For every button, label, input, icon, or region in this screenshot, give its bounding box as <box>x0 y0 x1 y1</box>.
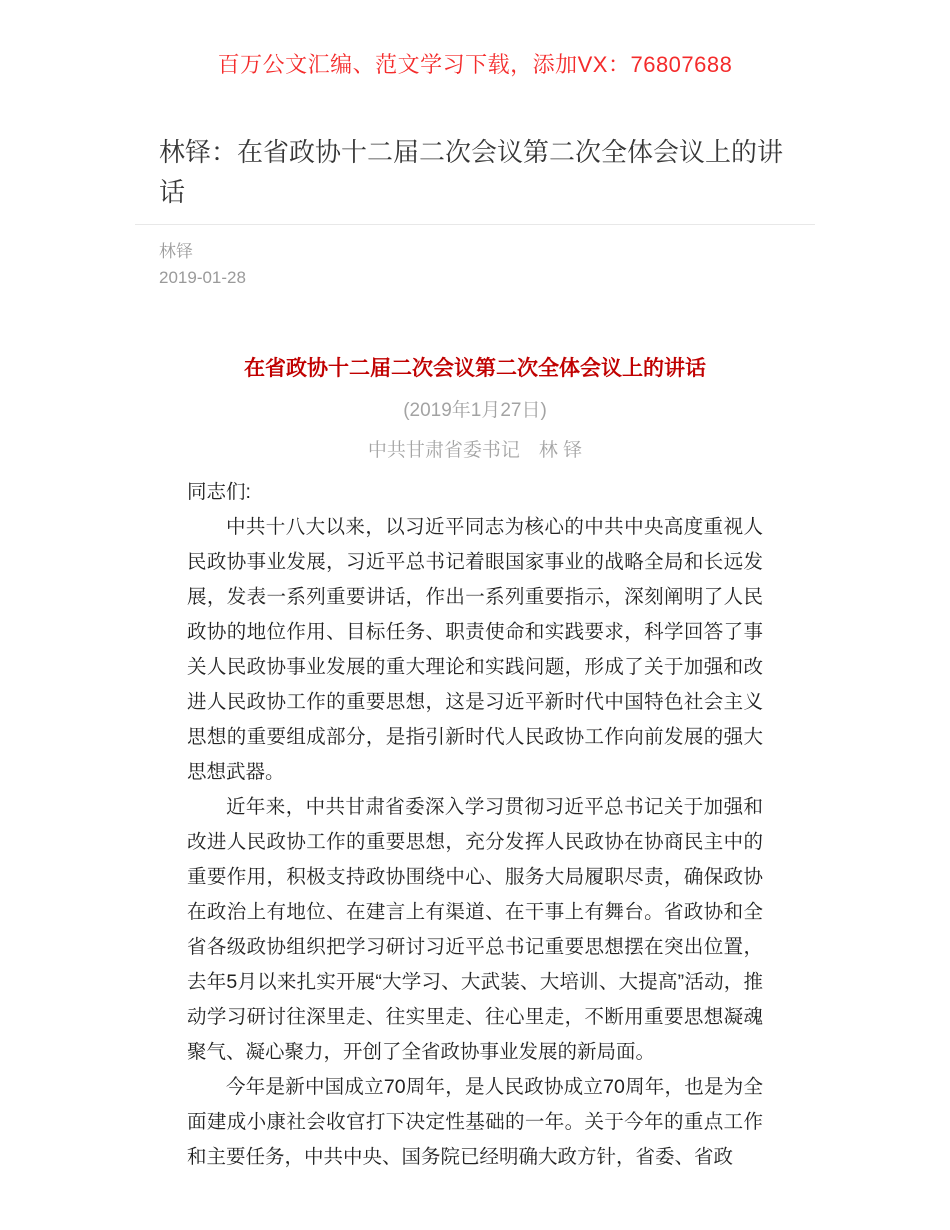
article-heading: 在省政协十二届二次会议第二次全体会议上的讲话 <box>244 357 706 380</box>
article-body <box>187 475 763 1175</box>
speaker-byline: 中共甘肃省委书记 林 铎 <box>367 440 583 461</box>
promo-banner: 百万公文汇编、范文学习下载，添加VX：76807688 <box>217 52 733 77</box>
article <box>187 355 763 1175</box>
paragraph-salutation: 同志们: <box>187 481 251 503</box>
meeting-date: (2019年1月27日) <box>403 400 547 421</box>
page-title: 林铎：在省政协十二届二次会议第二次全体会议上的讲话 <box>159 137 784 207</box>
publish-date: 2019-01-28 <box>159 268 246 287</box>
byline <box>135 225 815 291</box>
paragraph: 今年是新中国成立70周年，是人民政协成立70周年，也是为全面建成小康社会收官打下决定性基础的一年。关于今年的重点工作和主要任务，中共中央、国务院已经明确大政方针，省委、省政 <box>187 1076 763 1168</box>
paragraph: 中共十八大以来，以习近平同志为核心的中共中央高度重视人民政协事业发展，习近平总书记着眼国家事业的战略全局和长远发展，发表一系列重要讲话，作出一系列重要指示，深刻阐明了人民政协的地位作用、目标任务、职责使命和实践要求，科学回答了事关人民政协事业发展的重大理论和实践问题，形成了关于加强和改进人民政协工作的重要思想，这是习近平新时代中国特色社会主义思想的重要组成部分，是指引新时代人民政协工作向前发展的强大思想武器。 <box>187 516 763 783</box>
paragraph: 近年来，中共甘肃省委深入学习贯彻习近平总书记关于加强和改进人民政协工作的重要思想，充分发挥人民政协在协商民主中的重要作用，积极支持政协围绕中心、服务大局履职尽责，确保政协在政治上有地位、在建言上有渠道、在干事上有舞台。省政协和全省各级政协组织把学习研讨习近平总书记重要思想摆在突出位置，去年5月以来扎实开展“大学习、大武装、大培训、大提高”活动，推动学习研讨往深里走、往实里走、往心里走，不断用重要思想凝魂聚气、凝心聚力，开创了全省政协事业发展的新局面。 <box>187 796 763 1063</box>
page-wrapper <box>135 132 815 1175</box>
author-name: 林铎 <box>159 242 193 261</box>
